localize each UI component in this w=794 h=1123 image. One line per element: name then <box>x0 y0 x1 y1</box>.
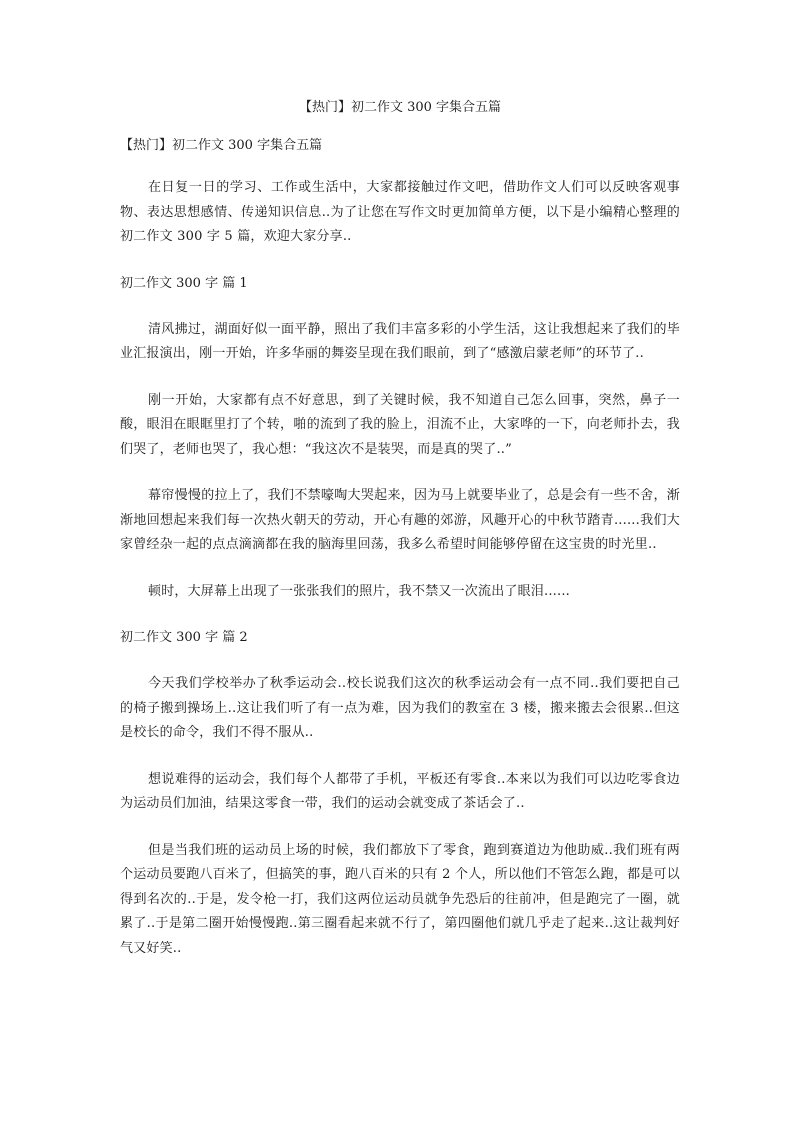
section-1 <box>120 272 680 605</box>
section-1-paragraph-3: 幕帘慢慢的拉上了，我们不禁嚎啕大哭起来，因为马上就要毕业了，总是会有一些不舍，渐渐地回想起来我们每一次热火朝天的劳动，开心有趣的郊游，风趣开心的中秋节踏青......我们大家曾经杂一起的点点滴滴都在我的脑海里回荡，我多么希望时间能够停留在这宝贵的时光里.. <box>120 488 680 552</box>
section-1-paragraph-2: 刚一开始，大家都有点不好意思，到了关键时候，我不知道自己怎么回事，突然，鼻子一酸，眼泪在眼眶里打了个转，啪的流到了我的脸上，泪流不止，大家哗的一下，向老师扑去，我们哭了，老师也哭了，我心想：“我这次不是装哭，而是真的哭了..” <box>120 392 680 457</box>
section-2-paragraph-2: 想说难得的运动会，我们每个人都带了手机，平板还有零食..本来以为我们可以边吃零食边为运动员们加油，结果这零食一带，我们的运动会就变成了茶话会了.. <box>120 771 680 811</box>
section-2-paragraph-3: 但是当我们班的运动员上场的时候，我们都放下了零食，跑到赛道边为他助威..我们班有两个运动员要跑八百米了，但搞笑的事，跑八百米的只有 2 个人，所以他们不管怎么跑，都是可以得到名次的..于是，发令枪一打，我们这两位运动员就争先恐后的往前冲，但是跑完了一圈，就累了..于是第二圈开始慢慢跑..第三圈看起来就不行了，第四圈他们就几乎走了起来..这让裁判好气又好笑.. <box>120 842 680 956</box>
document-page <box>120 96 680 983</box>
document-subtitle: 【热门】初二作文 300 字集合五篇 <box>120 138 323 153</box>
section-2 <box>120 626 680 961</box>
section-2-paragraph-1: 今天我们学校举办了秋季运动会..校长说我们这次的秋季运动会有一点不同..我们要把自己的椅子搬到操场上..这让我们听了有一点为难，因为我们的教室在 3 楼，搬来搬去会很累..但这是校长的命令，我们不得不服从.. <box>120 676 680 740</box>
section-1-paragraph-4: 顿时，大屏幕上出现了一张张我们的照片，我不禁又一次流出了眼泪...... <box>148 583 570 599</box>
intro-paragraph: 在日复一日的学习、工作或生活中，大家都接触过作文吧，借助作文人们可以反映客观事物、表达思想感情、传递知识信息..为了让您在写作文时更加简单方便，以下是小编精心整理的初二作文 300 字 5 篇，欢迎大家分享.. <box>120 180 680 244</box>
document-title: 【热门】初二作文 300 字集合五篇 <box>298 100 502 115</box>
section-1-paragraph-1: 清风拂过，湖面好似一面平静，照出了我们丰富多彩的小学生活，这让我想起来了我们的毕业汇报演出，刚一开始，许多华丽的舞姿呈现在我们眼前，到了“感激启蒙老师”的环节了.. <box>120 321 680 361</box>
section-1-heading: 初二作文 300 字 篇 1 <box>120 275 248 291</box>
section-2-heading: 初二作文 300 字 篇 2 <box>120 630 248 645</box>
